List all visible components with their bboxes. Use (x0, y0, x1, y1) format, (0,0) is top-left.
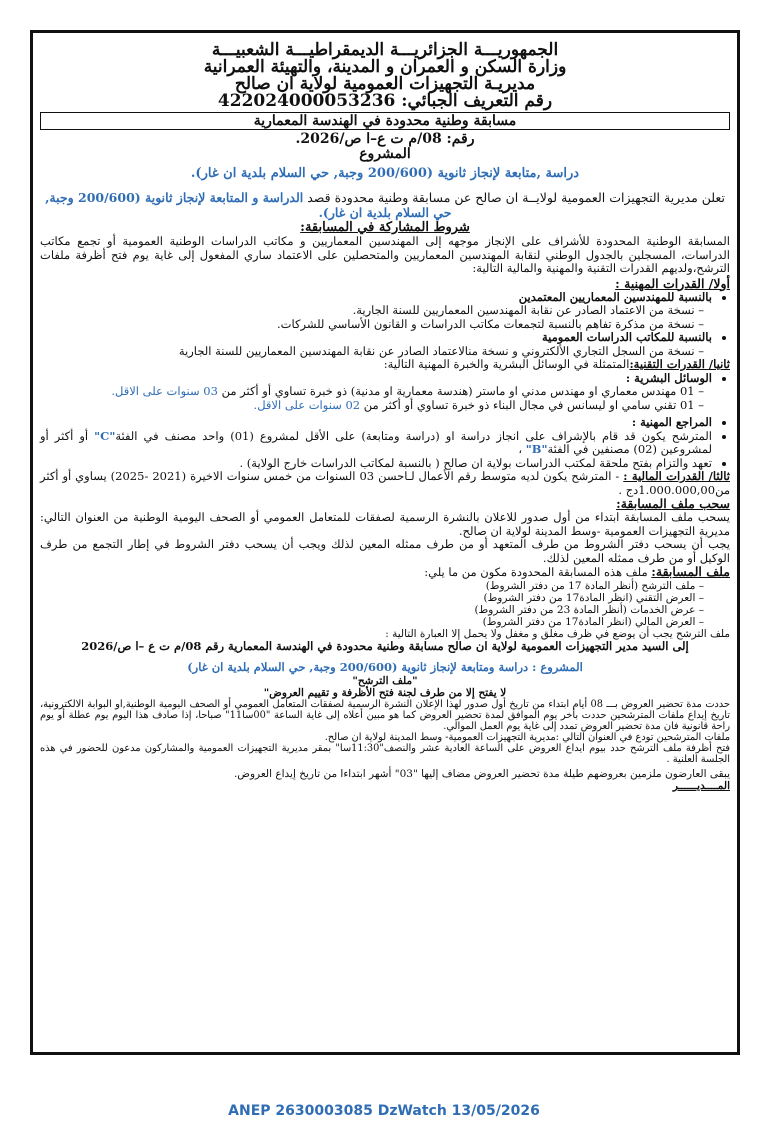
bid-validity: يبقى العارضون ملزمين بعروضهم طيلة مدة تحضير العروض مضاف إليها "03" أشهر ابتداءا من تاريخ إيداع العروض. (233, 767, 730, 780)
withdrawal-text-2: يجب أن يسحب دفتر الشروط من طرف المتعهد أو من طرف ممثله المعين لذلك ويجب أن يسحب دفتر الشروط في إطار التجمع من طرف الوكيل أو من طرف ممثله المعين لذلك. (40, 537, 730, 565)
human-item-technician-text: 01 تقني سامي او ليسانس في مجال البناء ذو خبرة تساوي أو أكثر من (360, 397, 695, 412)
technical-heading (40, 358, 730, 372)
deposit-address: ملفات المترشحين تودع في العنوان التالي :مديرية التجهيزات العمومية- وسط المدينة لولاية ان صالح. (324, 731, 730, 743)
human-item-technician-experience: 02 سنوات على الاقل. (253, 397, 361, 412)
tax-id: رقم التعريف الجبائي: 422024000053236 (217, 91, 553, 111)
signature: المــــديــــــر (672, 779, 730, 792)
envelope-addressee: إلى السيد مدير التجهيزات العمومية لولاية ان صالح مسابقة وطنية محدودة في الهندسة المعمارية رقم 08/م ت ع –ا ص/2026 (81, 638, 689, 653)
financial-paragraph (40, 470, 730, 497)
announcement-document (36, 36, 734, 1051)
architects-title: • بالنسبة للمهندسين المعماريين المعتمدين (40, 291, 712, 305)
letterhead (40, 42, 730, 110)
file-item: – العرض المالي (انظر المادة17 من دفتر الشروط) (40, 616, 704, 628)
project-description: دراسة ,متابعة لإنجاز ثانوية (200/600 وجبة, حي السلام بلدية ان غار). (190, 166, 580, 181)
competition-title-box: مسابقة وطنية محدودة في الهندسة المعمارية (40, 112, 730, 130)
architects-item: – نسخة من الاعتماد الصادر عن نقابة المهندسين المعماريين للسنة الجارية. (40, 304, 704, 318)
envelope-project: المشروع : دراسة ومتابعة لإنجاز ثانوية (200/600 وجبة, حي السلام بلدية ان غار) (187, 660, 583, 674)
human-resources-title: • الوسائل البشرية : (40, 372, 712, 386)
references-title: • المراجع المهنية : (40, 416, 712, 430)
withdrawal-text: يسحب ملف المسابقة ابتداء من أول صدور للاعلان بالنشرة الرسمية لصفقات للمتعامل العمومي أو الصحف اليومية الوطنية من العنوان التالي: مديرية التجهيزات العمومية -وسط المدينة لولاية ان صالح. (40, 510, 730, 538)
references-item (40, 430, 712, 457)
publication-footer: ANEP 2630003085 DzWatch 13/05/2026 (228, 1103, 540, 1119)
file-item: – العرض التقني (انظر المادة17 من دفتر الشروط) (40, 592, 704, 604)
references-text: المترشح يكون قد قام بالإشراف على انجاز دراسة او (دراسة ومتابعة) على الأقل لمشروع (01) واحد مصنف في الفئة (115, 428, 712, 443)
architects-item: – نسخة من مذكرة تفاهم بالنسبة لتجمعات مكاتب الدراسات و القانون الأساسي للشركات. (40, 318, 704, 332)
human-item-engineer-experience: 03 سنوات على الاقل. (111, 384, 218, 398)
professional-title: أولا/ القدرات المهنية : (615, 275, 730, 291)
intro-text: تعلن مديرية التجهيزات العمومية لولايــة ان صالح عن مسابقة وطنية محدودة قصد (303, 190, 725, 205)
withdrawal-title: سحب ملف المسابقة: (616, 496, 730, 511)
opening-session: فتح أظرفة ملف الترشح حدد بيوم ايداع العروض على الساعة العادية عشر والنصف"11:30سا" بمقر مديرية التجهيزات العمومية والمشاركون مدعون للحضور في هذه الجلسة العلنية . (40, 742, 730, 765)
deadline-text: حددت مدة تحضير العروض بـــ 08 أيام ابتداء من تاريخ أول صدور لهذا الإعلان النشرة الرسمية لصفقات المتعامل العمومي أو الصحف اليومية الوطنية,او البوابة الالكترونية، تاريخ إيداع ملفات المترشحين حددت بأخر يوم الموافق لمدة تحضير العروض كما هو مبين أعلاه إلى غاية الساعة "00سا11" صباحا، إذا صادف هذا اليوم يوم عطلة أو يوم راحة قانونية فان مدة تحضير العروض تمدد إلى غاية يوم العمل الموالي. (40, 698, 730, 732)
human-item-engineer (40, 385, 704, 399)
intro-project: الدراسة و المتابعة لإنجاز ثانوية (200/600 وجبة, حي السلام بلدية ان غار). (45, 190, 452, 220)
human-item-technician (40, 399, 704, 413)
ministry-name: وزارة السكن و العمران و المدينة، والتهيئة العمرانية (203, 57, 567, 77)
references-text-3: ، (518, 442, 526, 456)
file-item: – ملف الترشح (أنظر المادة 17 من دفتر الشروط) (40, 580, 704, 592)
references-text-2: أو أكثر أو لمشروعين (02) مصنفين في الفئة (40, 428, 712, 456)
offices-item: – نسخة من السجل التجاري الألكتروني و نسخة منالاعتماد الصادر عن نقابة المهندسين المعماريين للسنة الجارية (40, 345, 704, 359)
financial-text: - المترشح يكون لديه متوسط رقم الأعمال لـاحسن 03 السنوات من خمس سنوات الاخيرة (2021 -2025) يساوي أو أكثر من1.000.000,00دج . (40, 469, 730, 497)
file-title: ملف المسابقة: (651, 564, 730, 579)
directorate-name: مديريـة التجهيزات العمومية لولاية ان صالح (234, 74, 536, 94)
financial-title: ثالثا/ القدرات المالية : (623, 469, 730, 483)
category-c: "C" (94, 428, 116, 443)
envelope-label: "ملف الترشح" (352, 674, 418, 687)
project-label: المشروع (359, 146, 411, 162)
file-item: – عرض الخدمات (أنظر المادة 23 من دفتر الشروط) (40, 604, 704, 616)
human-item-engineer-text: 01 مهندس معماري او مهندس مدني او ماستر (هندسة معمارية او مدنية) ذو خبرة تساوي أو أكثر من (217, 384, 695, 398)
conditions-title: شروط المشاركة في المسابقة: (300, 220, 470, 235)
reference-number: رقم: 08/م ت ع–ا ص/2026. (295, 131, 475, 147)
technical-title: ثانيا/ القدرات التقنية: (629, 357, 730, 371)
republic-name: الجمهوريـــة الجزائريـــة الديمقراطيـــة الشعبيـــة (211, 40, 559, 60)
envelope-instruction: ملف الترشح يجب أن يوضع في ظرف مغلق و مغفل ولا يحمل إلا العبارة التالية : (385, 627, 730, 640)
file-paragraph (40, 565, 730, 580)
intro-paragraph (40, 190, 730, 220)
not-open-notice: لا يفتح إلا من طرف لجنة فتح الأظرفة و تقييم العروض" (263, 686, 507, 699)
conditions-text: المسابقة الوطنية المحدودة للأشراف على الإنجاز موجهه إلى المهندسين المعماريين و مكاتب الدراسات الوطنية العمومية أو تجمع مكاتب الدراسات، المسجلين بالجدول الوطني لنقابة المهندسين المعماريين والمتحصلين على الاعتماد ساري المفعول إلى غاية يوم فتح أظرفة ملفات الترشح،ولديهم القدرات التقنية والمهنية والمالية التالية: (40, 234, 730, 275)
commitment-item: • تعهد والتزام بفتح ملحقة لمكتب الدراسات بولاية ان صالح ( بالنسبة لمكاتب الدراسات خارج الولاية) . (40, 457, 712, 471)
technical-title-rest: المتمثلة في الوسائل البشرية والخبرة المهنية التالية: (383, 357, 630, 371)
category-b: "B" (525, 442, 548, 456)
file-intro: ملف هذه المسابقة المحدودة مكون من ما يلي: (424, 565, 652, 579)
offices-title: • بالنسبة للمكاتب الدراسات العمومية (40, 331, 712, 345)
